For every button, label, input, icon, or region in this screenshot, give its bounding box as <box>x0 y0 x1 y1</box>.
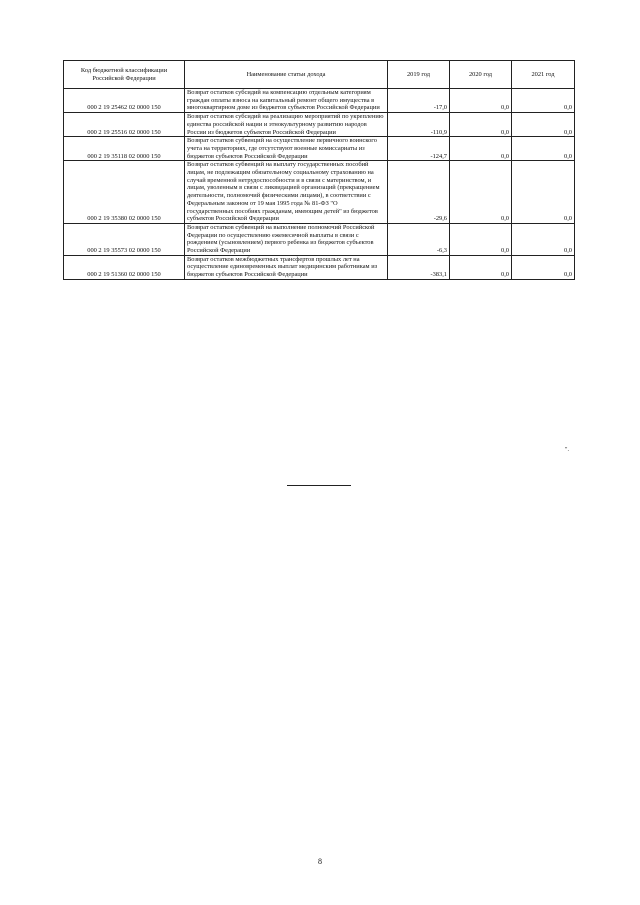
row-2020: 0,0 <box>450 113 512 137</box>
table-row <box>64 223 575 255</box>
revenue-table <box>63 60 575 280</box>
row-2019: -29,6 <box>388 161 450 224</box>
row-code: 000 2 19 35573 02 0000 150 <box>64 223 185 255</box>
header-2021: 2021 год <box>512 61 575 89</box>
table-row <box>64 113 575 137</box>
row-code: 000 2 19 35118 02 0000 150 <box>64 137 185 161</box>
row-2021: 0,0 <box>512 137 575 161</box>
header-2020: 2020 год <box>450 61 512 89</box>
table-row <box>64 137 575 161</box>
row-2019: -124,7 <box>388 137 450 161</box>
row-2021: 0,0 <box>512 223 575 255</box>
closing-quote-mark: ". <box>565 447 569 453</box>
table-row <box>64 255 575 279</box>
header-2019: 2019 год <box>388 61 450 89</box>
page-number: 8 <box>318 857 322 866</box>
row-2021: 0,0 <box>512 161 575 224</box>
row-2019: -383,1 <box>388 255 450 279</box>
row-code: 000 2 19 51360 02 0000 150 <box>64 255 185 279</box>
row-2019: -6,3 <box>388 223 450 255</box>
row-code: 000 2 19 35380 02 0000 150 <box>64 161 185 224</box>
row-name: Возврат остатков субсидий на реализацию мероприятий по укреплению единства российской нации и этнокультурному развитию народов России из бюджетов субъектов Российской Федерации <box>185 113 388 137</box>
row-2021: 0,0 <box>512 113 575 137</box>
row-name: Возврат остатков субвенций на выплату государственных пособий лицам, не подлежащим обязательному социальному страхованию на случай временной нетрудоспособности и в связи с материнством, и лицам, уволенным в связи с ликвидацией организаций (прекращением деятельности, полномочий физическими лицами), в соответствии с Федеральным законом от 19 мая 1995 года № 81-ФЗ "О государственных пособиях гражданам, имеющим детей" из бюджетов субъектов Российской Федерации <box>185 161 388 224</box>
row-2019: -110,9 <box>388 113 450 137</box>
header-name: Наименование статьи дохода <box>185 61 388 89</box>
row-name: Возврат остатков субсидий на компенсацию отдельным категориям граждан оплаты взноса на капитальный ремонт общего имущества в многоквартирном доме из бюджетов субъектов Российской Федерации <box>185 89 388 113</box>
row-2021: 0,0 <box>512 255 575 279</box>
row-code: 000 2 19 25516 02 0000 150 <box>64 113 185 137</box>
row-name: Возврат остатков субвенций на выполнение полномочий Российской Федерации по осуществлению ежемесячной выплаты в связи с рождением (усыновлением) первого ребенка из бюджетов субъектов Российской Федерации <box>185 223 388 255</box>
row-2019: -17,0 <box>388 89 450 113</box>
row-name: Возврат остатков субвенций на осуществление первичного воинского учета на территориях, где отсутствуют военные комиссариаты из бюджетов субъектов Российской Федерации <box>185 137 388 161</box>
table-header-row <box>64 61 575 89</box>
row-2021: 0,0 <box>512 89 575 113</box>
end-divider-line <box>287 485 351 486</box>
row-name: Возврат остатков межбюджетных трансфертов прошлых лет на осуществление единовременных выплат медицинским работникам из бюджетов субъектов Российской Федерации <box>185 255 388 279</box>
row-2020: 0,0 <box>450 161 512 224</box>
header-code: Код бюджетной классификации Российской Федерации <box>64 61 185 89</box>
row-2020: 0,0 <box>450 255 512 279</box>
row-2020: 0,0 <box>450 89 512 113</box>
row-2020: 0,0 <box>450 137 512 161</box>
table-row <box>64 161 575 224</box>
row-code: 000 2 19 25462 02 0000 150 <box>64 89 185 113</box>
table-row <box>64 89 575 113</box>
row-2020: 0,0 <box>450 223 512 255</box>
